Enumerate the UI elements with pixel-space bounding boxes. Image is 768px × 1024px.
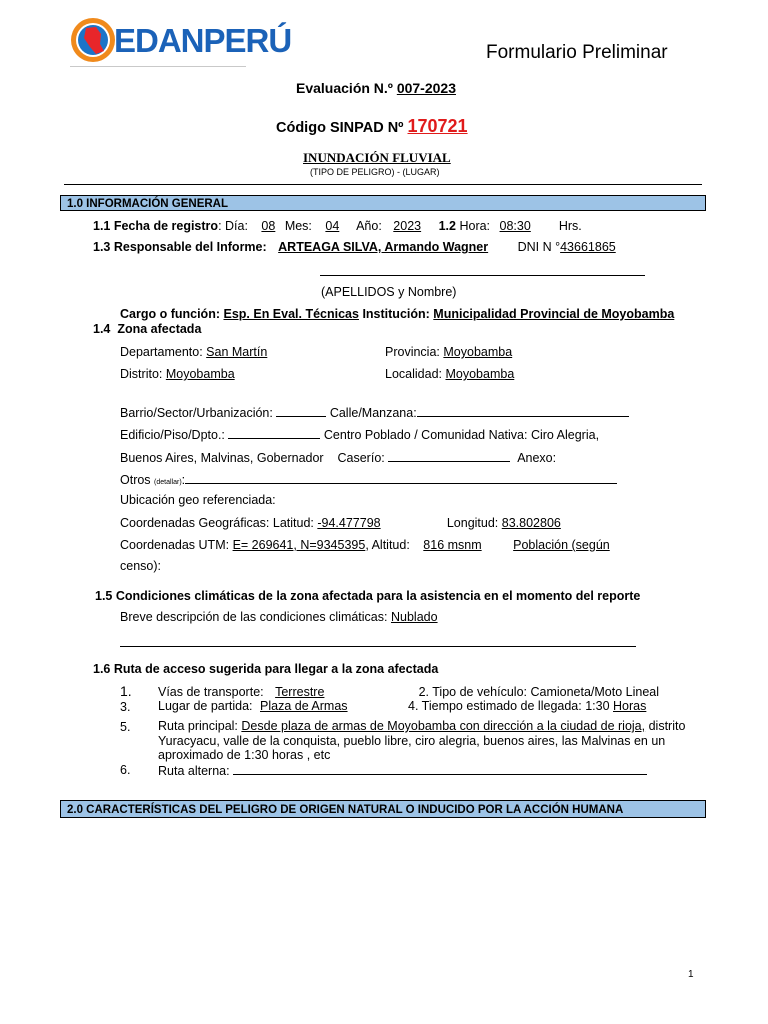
clima-desc-row: Breve descripción de las condiciones climáticas: Nublado bbox=[120, 610, 438, 624]
evaluation-number: Evaluación N.º 007-2023 bbox=[296, 80, 456, 96]
provincia-field: Provincia: Moyobamba bbox=[385, 345, 513, 359]
coordenadas-utm-row: Coordenadas UTM: E= 269641, N=9345395, Altitud: 816 msnm Población (según bbox=[120, 538, 610, 552]
otros-row: Otros (detallar): bbox=[120, 471, 617, 487]
section-header-peligro: 2.0 CARACTERÍSTICAS DEL PELIGRO DE ORIGEN NATURAL O INDUCIDO POR LA ACCIÓN HUMANA bbox=[60, 800, 706, 818]
lugar-partida-field: Lugar de partida: Plaza de Armas 4. Tiempo estimado de llegada: 1:30 Horas bbox=[158, 699, 647, 713]
fecha-registro-row: 1.1 Fecha de registro: Día: 08 Mes: 04 Año: 2023 1.2 Hora: 08:30 Hrs. bbox=[93, 219, 582, 233]
page-title: Formulario Preliminar bbox=[486, 42, 668, 63]
ruta-heading: 1.6 Ruta de acceso sugerida para llegar a la zona afectada bbox=[93, 662, 439, 676]
header-rule bbox=[64, 184, 702, 185]
page-number: 1 bbox=[688, 969, 694, 980]
zona-heading: 1.4 Zona afectada bbox=[93, 322, 202, 336]
ruta-item-number-3: 3. bbox=[120, 700, 131, 714]
ruta-item-number-5: 5. bbox=[120, 720, 131, 734]
ruta-item-number-1: 1. bbox=[120, 683, 132, 699]
ruta-principal-line-3: aproximado de 1:30 horas , etc bbox=[158, 748, 331, 762]
departamento-field: Departamento: San Martín bbox=[120, 345, 268, 359]
edanperu-logo bbox=[70, 14, 292, 68]
apellidos-label: (APELLIDOS y Nombre) bbox=[321, 285, 457, 299]
section-header-general-info: 1.0 INFORMACIÓN GENERAL bbox=[60, 195, 706, 211]
ruta-principal-line-1: Ruta principal: Desde plaza de armas de Moyobamba con dirección a la ciudad de rioja, distrito bbox=[158, 719, 686, 733]
clima-heading: 1.5 Condiciones climáticas de la zona afectada para la asistencia en el momento del reporte bbox=[95, 589, 641, 603]
caserio-row: Buenos Aires, Malvinas, Gobernador Caserío: Anexo: bbox=[120, 451, 557, 465]
ruta-alterna-field: Ruta alterna: bbox=[158, 762, 647, 778]
clima-desc-line bbox=[120, 646, 636, 647]
localidad-field: Localidad: Moyobamba bbox=[385, 367, 515, 381]
cargo-row: Cargo o función: Esp. En Eval. Técnicas Institución: Municipalidad Provincial de Moyobamba bbox=[120, 307, 675, 321]
logo-divider bbox=[70, 66, 246, 67]
coordenadas-geograficas-row: Coordenadas Geográficas: Latitud: -94.477798 Longitud: 83.802806 bbox=[120, 516, 561, 530]
ruta-principal-line-2: Yuracyacu, valle de la conquista, pueblo libre, ciro alegria, buenos aires, las Malvinas en un bbox=[158, 734, 666, 748]
apellidos-line bbox=[320, 275, 645, 276]
ruta-item-number-6: 6. bbox=[120, 763, 131, 777]
edificio-row: Edificio/Piso/Dpto.: Centro Poblado / Comunidad Nativa: Ciro Alegria, bbox=[120, 428, 600, 442]
logo-text: EDANPERÚ bbox=[114, 22, 292, 59]
censo-label: censo): bbox=[120, 559, 161, 573]
sinpad-code: Código SINPAD Nº 170721 bbox=[276, 116, 468, 136]
ubicacion-label: Ubicación geo referenciada: bbox=[120, 493, 276, 507]
vias-transporte-field: Vías de transporte: Terrestre 2. Tipo de vehículo: Camioneta/Moto Lineal bbox=[158, 685, 660, 699]
responsable-row: 1.3 Responsable del Informe: ARTEAGA SILVA, Armando Wagner DNI N °43661865 bbox=[93, 240, 616, 254]
distrito-field: Distrito: Moyobamba bbox=[120, 367, 235, 381]
hazard-subtitle: (TIPO DE PELIGRO) - (LUGAR) bbox=[310, 167, 440, 177]
barrio-row: Barrio/Sector/Urbanización: Calle/Manzana: bbox=[120, 404, 629, 420]
hazard-title: INUNDACIÓN FLUVIAL bbox=[303, 150, 451, 165]
